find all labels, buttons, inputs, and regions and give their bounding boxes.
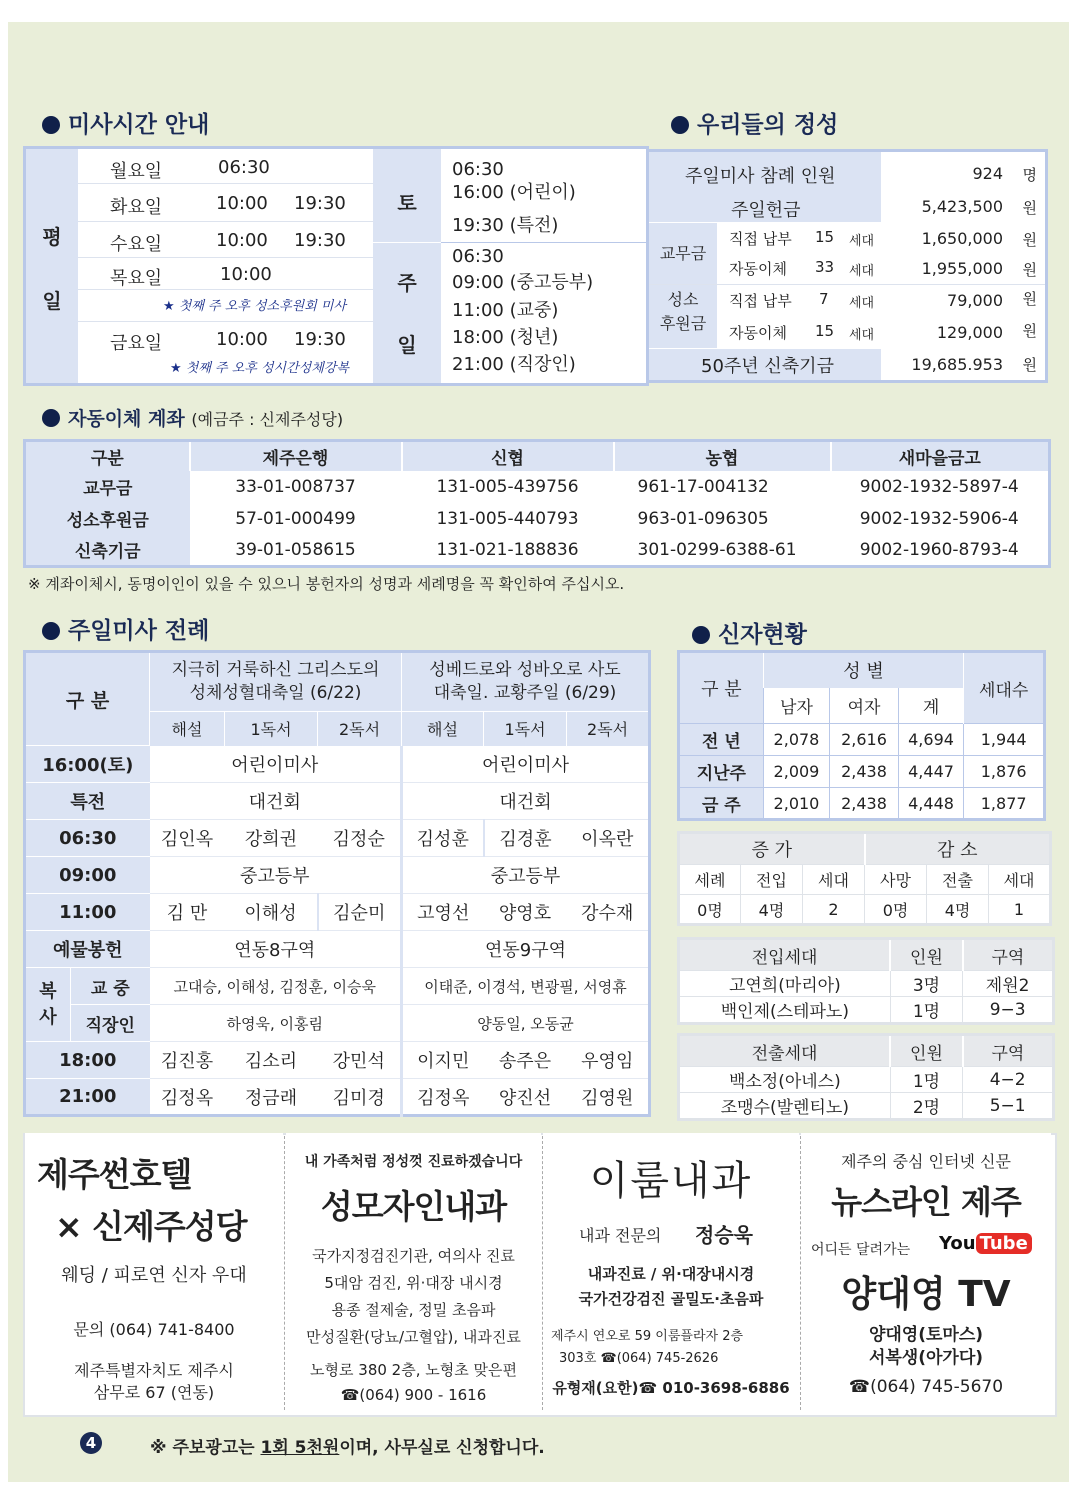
sun-time-3: 11:00 (교중) (452, 300, 559, 321)
ad-title: 성모자인내과 (320, 1187, 507, 1226)
ad-doctor: 정승욱 (695, 1223, 753, 1247)
households-header: 세대수 (964, 652, 1045, 724)
female-count: 2,616 (830, 724, 899, 756)
weekday-list (78, 149, 373, 383)
acc-number: 961-17-004132 (637, 476, 769, 497)
reader-name: 김순미 (318, 894, 402, 931)
reader-name: 김소리 (244, 1051, 298, 1072)
seongso-label-2: 후원금 (659, 314, 707, 333)
sat-time-1: 06:30 (452, 159, 504, 180)
moveout-count: 4명 (927, 895, 989, 925)
col-moveout: 전출 (927, 865, 989, 895)
feast-1 (150, 652, 402, 712)
seongso-count-2: 15 (815, 322, 835, 340)
gyomu-cu-1: 세대 (849, 234, 875, 249)
time-fri-1: 10:00 (216, 329, 268, 350)
seongso-count-1: 7 (819, 290, 829, 308)
ad-phone: ☎(064) 900 - 1616 (340, 1386, 487, 1404)
household-inc-count: 2 (803, 895, 865, 925)
seongso-label-1: 성소 (667, 290, 699, 309)
day-thu: 목요일 (110, 268, 163, 289)
gyomu-unit-1: 원 (1022, 231, 1037, 249)
liturgy-table (23, 650, 651, 1117)
ad-text: 어디든 달려가는 (811, 1242, 911, 1258)
acc-number: 9002-1960-8793-4 (859, 539, 1019, 560)
footer-text: 이며, 사무실로 신청합니다. (339, 1438, 545, 1458)
increase-header: 증 가 (751, 840, 792, 861)
ad-text: 내과 전문의 (579, 1226, 662, 1245)
acc-header-gubun: 구분 (90, 448, 124, 469)
ad-seongmo-clinic (286, 1133, 541, 1413)
person-name: 백소정(아네스) (728, 1072, 841, 1092)
row-value: 연동9구역 (402, 931, 650, 968)
ad-text: 만성질환(당뇨/고혈압), 내과진료 (306, 1328, 521, 1346)
acc-header-jeju: 제주은행 (190, 441, 402, 471)
baptism-count: 0명 (697, 900, 723, 920)
death-count: 0명 (865, 895, 927, 925)
sun-time-1: 06:30 (452, 246, 504, 267)
person-count: 3명 (890, 971, 963, 997)
row-label: 21:00 (25, 1079, 150, 1116)
row-label: 예물봉헌 (25, 931, 150, 968)
row-value: 중고등부 (239, 866, 310, 887)
movein-header: 전입세대 (751, 947, 818, 968)
movein-count: 4명 (741, 895, 803, 925)
acc-header-shinhyup: 신협 (402, 441, 614, 471)
time-tue-2: 19:30 (294, 193, 346, 214)
seongso-label (649, 288, 717, 336)
reader-name: 이해성 (244, 903, 297, 924)
seongso-value-1: 79,000 (947, 291, 1003, 310)
gyomu-count-2: 33 (815, 258, 835, 276)
acc-header-nonghyup: 농협 (614, 441, 831, 471)
gyomu-value-2: 1,955,000 (921, 259, 1003, 278)
sunday-label-2: 일 (397, 333, 417, 357)
seongso-unit-2: 원 (1022, 322, 1037, 340)
attendance-unit: 명 (1022, 166, 1037, 184)
person-name: 조맹수(발렌티노) (720, 1098, 849, 1118)
row-label: 교 중 (71, 968, 150, 1005)
seongso-value-2: 129,000 (936, 323, 1003, 342)
ad-text: 국가건강검진 골밀도·초음파 (578, 1290, 764, 1308)
reader-name: 김정옥 (402, 1079, 484, 1116)
reader-name: 김정옥 (160, 1087, 214, 1109)
bosa-label-2: 사 (39, 1006, 57, 1028)
liturgy-heading: 주일미사 전례 (42, 612, 209, 645)
gyomu-kind-1: 직접 납부 (729, 230, 792, 248)
reader-name: 김미경 (332, 1087, 385, 1109)
row-label: 16:00(토) (25, 746, 150, 783)
gyomu-label: 교무금 (659, 243, 707, 263)
believers-gubun: 구 분 (701, 679, 742, 700)
acc-number: 963-01-096305 (637, 508, 769, 529)
mass-heading: 미사시간 안내 (42, 106, 209, 139)
ad-address: 삼무로 67 (연동) (93, 1383, 215, 1402)
col-female: 여자 (830, 688, 899, 724)
bosa-label-1: 복 (39, 980, 57, 1002)
sunday-label-1: 주 (397, 271, 417, 295)
acc-number: 33-01-008737 (235, 476, 356, 497)
attendance-label: 주일미사 참례 인원 (685, 166, 836, 187)
reader-name: 김인옥 (160, 829, 214, 850)
district: 5−1 (963, 1093, 1054, 1120)
person-count: 1명 (890, 997, 963, 1024)
district-header: 구역 (963, 1035, 1054, 1067)
row-label: 특전 (25, 783, 150, 820)
reader-name: 고영선 (402, 894, 484, 931)
acc-header-saemaul: 새마을금고 (831, 441, 1050, 471)
row-label: 18:00 (25, 1042, 150, 1079)
household-count: 1,944 (964, 724, 1045, 756)
fund-unit: 원 (1022, 356, 1037, 374)
ad-phone: 303호 ☎(064) 745-2626 (559, 1351, 719, 1366)
reader-name: 김진홍 (160, 1051, 214, 1072)
note-first-week-2: ★ 첫째 주 오후 성시간성체강복 (170, 361, 349, 376)
feast-2-line2: 대축일. 교황주일 (6/29) (433, 683, 617, 703)
sat-time-2: 16:00 (어린이) (452, 182, 576, 203)
household-count: 1,876 (964, 756, 1045, 788)
gyomu-value-1: 1,650,000 (921, 229, 1003, 248)
reader-name: 강민석 (332, 1051, 385, 1072)
weekend-times (441, 149, 646, 383)
footer-notice (150, 1433, 545, 1458)
reader-name: 이옥란 (581, 829, 634, 850)
decrease-header: 감 소 (865, 833, 1051, 865)
ad-address: 노형로 380 2층, 노형초 맞은편 (310, 1361, 517, 1379)
gyomu-kind-2: 자동이체 (729, 260, 787, 278)
day-tue: 화요일 (110, 197, 163, 218)
reader-name: 정금래 (244, 1087, 298, 1109)
ad-services (286, 1243, 541, 1351)
household-dec-count: 1 (989, 895, 1051, 925)
attendance-value: 924 (972, 164, 1003, 183)
accounts-note: ※ 계좌이체시, 동명이인이 있을 수 있으니 봉헌자의 성명과 세례명을 꼭 확인하여 주십시오. (28, 575, 625, 593)
col-movein: 전입 (741, 865, 803, 895)
row-value: 중고등부 (402, 857, 650, 894)
note-first-week-1: ★ 첫째 주 오후 성소후원회 미사 (163, 299, 347, 314)
seongso-cu-2: 세대 (849, 328, 875, 343)
row-value: 연동8구역 (234, 940, 316, 961)
ad-phone: ☎(064) 745-5670 (848, 1377, 1004, 1397)
sub-reading2: 2독서 (318, 712, 402, 746)
accounts-heading: 자동이체 계좌 (예금주 : 신제주성당) (42, 404, 343, 431)
gender-header: 성 별 (763, 652, 964, 688)
col-total: 계 (898, 688, 964, 724)
female-count: 2,438 (830, 756, 899, 788)
col-death: 사망 (865, 865, 927, 895)
row-label: 직장인 (71, 1005, 150, 1042)
footer-text: ※ 주보광고는 (150, 1438, 261, 1458)
bullet-icon (671, 116, 689, 134)
feast-2-line1: 성베드로와 성바오로 사도 (429, 660, 621, 680)
accounts-table (23, 439, 1051, 568)
ad-text: 내과진료 / 위·대장내시경 (587, 1265, 755, 1283)
sub-commentary: 해설 (150, 712, 225, 746)
ad-text: 국가지정검진기관, 여의사 진료 (312, 1247, 515, 1265)
ad-tagline: 제주의 중심 인터넷 신문 (841, 1152, 1011, 1171)
acc-row-label: 신축기금 (25, 535, 190, 567)
day-fri: 금요일 (110, 333, 163, 354)
gyomu-cu-2: 세대 (849, 264, 875, 279)
altar-servers: 양동일, 오동균 (402, 1005, 650, 1042)
ad-title: 뉴스라인 제주 (831, 1183, 1021, 1221)
ad-phone: 문의 (064) 741-8400 (73, 1320, 235, 1339)
day-mon: 월요일 (110, 161, 163, 182)
day-wed: 수요일 (110, 234, 163, 255)
row-label: 11:00 (25, 894, 150, 931)
household-count: 1,877 (964, 788, 1045, 820)
col-household-dec: 세대 (989, 865, 1051, 895)
time-fri-2: 19:30 (294, 329, 346, 350)
reader-name: 이지민 (402, 1042, 484, 1079)
col-household-inc: 세대 (803, 865, 865, 895)
altar-servers: 이태준, 이경석, 변광필, 서영휴 (402, 968, 650, 1005)
ad-address: 제주특별자치도 제주시 (74, 1361, 234, 1380)
time-wed-1: 10:00 (216, 230, 268, 251)
sub-reading2: 2독서 (567, 712, 650, 746)
reader-name: 강수재 (581, 903, 634, 924)
change-table (677, 831, 1052, 926)
reader-name: 양진선 (498, 1087, 552, 1109)
reader-name: 김정순 (332, 829, 385, 850)
ad-newsline (801, 1133, 1051, 1413)
acc-number: 131-005-440793 (436, 508, 579, 529)
person-count: 1명 (890, 1067, 963, 1093)
fund-label: 50주년 신축기금 (701, 356, 834, 377)
ad-address: 제주시 연오로 59 이룸플라자 2층 (551, 1329, 744, 1344)
weekday-label-1: 평 (42, 225, 62, 249)
ad-title: 제주썬호텔 (37, 1155, 192, 1194)
seongso-cu-1: 세대 (849, 296, 875, 311)
ad-text: 웨딩 / 피로연 신자 우대 (61, 1265, 247, 1286)
page-number: 4 (80, 1432, 102, 1454)
col-baptism: 세례 (694, 871, 726, 890)
bullet-icon (42, 409, 60, 427)
total-count: 4,694 (898, 724, 964, 756)
bosa-label (25, 968, 71, 1042)
reader-name: 우영임 (581, 1051, 634, 1072)
feast-2 (402, 652, 650, 712)
total-count: 4,447 (898, 756, 964, 788)
sat-time-3: 19:30 (특전) (452, 215, 559, 236)
row-label: 06:30 (25, 820, 150, 857)
sun-time-4: 18:00 (청년) (452, 327, 559, 348)
bullet-icon (42, 116, 60, 134)
row-label: 09:00 (25, 857, 150, 894)
male-count: 2,009 (763, 756, 830, 788)
reader-name: 강희권 (244, 829, 298, 850)
collection-value: 5,423,500 (921, 197, 1003, 216)
movein-table (677, 937, 1055, 1025)
altar-servers: 고대승, 이해성, 김정훈, 이승욱 (173, 977, 377, 996)
ad-name: 양대영(토마스) (868, 1325, 984, 1345)
liturgy-gubun: 구 분 (65, 689, 110, 712)
feast-1-line2: 성체성혈대축일 (6/22) (189, 683, 362, 703)
sub-reading1: 1독서 (484, 712, 567, 746)
ad-sun-hotel (25, 1133, 283, 1413)
district: 제원2 (963, 971, 1054, 997)
moveout-header: 전출세대 (751, 1043, 818, 1064)
person-name: 백인제(스테파노) (720, 1002, 849, 1022)
gyomu-unit-2: 원 (1022, 261, 1037, 279)
acc-number: 131-021-188836 (436, 539, 579, 560)
sun-time-2: 09:00 (중고등부) (452, 272, 594, 293)
col-male: 남자 (763, 688, 830, 724)
mass-table (23, 146, 649, 386)
time-wed-2: 19:30 (294, 230, 346, 251)
believers-table (677, 650, 1046, 821)
youtube-logo-icon (939, 1233, 1032, 1254)
bullet-icon (692, 626, 710, 644)
time-mon-1: 06:30 (218, 157, 270, 178)
acc-row-label: 성소후원금 (25, 503, 190, 535)
acc-number: 301-0299-6388-61 (637, 539, 797, 560)
altar-servers: 하영욱, 이홍림 (226, 1014, 323, 1033)
row-label: 금 주 (679, 788, 764, 820)
district: 9−3 (963, 997, 1054, 1024)
count-header: 인원 (890, 1035, 963, 1067)
ad-name: 서복생(아가다) (868, 1348, 984, 1368)
feast-1-line1: 지극히 거룩하신 그리스도의 (171, 660, 380, 680)
reader-name: 양영호 (498, 903, 552, 924)
district: 4−2 (963, 1067, 1054, 1093)
sun-time-5: 21:00 (직장인) (452, 354, 576, 375)
person-count: 2명 (890, 1093, 963, 1120)
youtube-you: You (939, 1233, 976, 1254)
ad-tagline: 내 가족처럼 정성껏 진료하겠습니다 (304, 1154, 523, 1170)
offering-heading: 우리들의 정성 (671, 106, 838, 139)
time-tue-1: 10:00 (216, 193, 268, 214)
seongso-unit-1: 원 (1022, 290, 1037, 308)
sub-commentary: 해설 (402, 712, 484, 746)
reader-name: 송주은 (498, 1051, 552, 1072)
female-count: 2,438 (830, 788, 899, 820)
ad-title: 이룸내과 (589, 1158, 753, 1204)
row-value: 어린이미사 (402, 746, 650, 783)
seongso-kind-1: 직접 납부 (729, 292, 792, 310)
acc-number: 57-01-000499 (235, 508, 356, 529)
row-value: 대건회 (402, 783, 650, 820)
reader-name: 김경훈 (484, 820, 567, 857)
reader-name: 김 만 (166, 903, 208, 924)
youtube-tube: Tube (976, 1233, 1032, 1254)
acc-number: 131-005-439756 (436, 476, 579, 497)
ad-text: 5대암 검진, 위·대장 내시경 (324, 1274, 503, 1292)
bullet-icon (42, 622, 60, 640)
acc-row-label: 교무금 (25, 471, 190, 503)
acc-number: 39-01-058615 (235, 539, 356, 560)
row-label: 전 년 (679, 724, 764, 756)
time-thu-1: 10:00 (220, 264, 272, 285)
ad-subtitle: × 신제주성당 (55, 1207, 247, 1246)
gyomu-count-1: 15 (815, 228, 835, 246)
acc-number: 9002-1932-5906-4 (859, 508, 1019, 529)
ad-contact: 유형재(요한)☎ 010-3698-6886 (552, 1379, 790, 1397)
total-count: 4,448 (898, 788, 964, 820)
male-count: 2,010 (763, 788, 830, 820)
ad-channel: 양대영 TV (841, 1274, 1011, 1315)
collection-label: 주일헌금 (731, 200, 801, 221)
count-header: 인원 (890, 939, 963, 971)
reader-name: 김영원 (581, 1087, 634, 1109)
person-name: 고연희(마리아) (728, 976, 841, 996)
row-value: 대건회 (248, 792, 301, 813)
moveout-table (677, 1033, 1055, 1121)
ad-text: 용종 절제술, 정밀 초음파 (331, 1301, 496, 1319)
footer-price: 1회 5천원 (260, 1438, 340, 1458)
reader-name: 김성훈 (402, 820, 484, 857)
ad-irum-clinic (543, 1133, 799, 1413)
offering-table (646, 149, 1048, 383)
weekday-label-2: 일 (42, 289, 62, 313)
sub-reading1: 1독서 (225, 712, 318, 746)
male-count: 2,078 (763, 724, 830, 756)
fund-value: 19,685.953 (911, 355, 1003, 374)
accounts-holder: (예금주 : 신제주성당) (191, 410, 344, 429)
row-label: 지난주 (679, 756, 764, 788)
believers-heading: 신자현황 (692, 616, 807, 649)
row-value: 어린이미사 (231, 754, 319, 776)
saturday-label: 토 (397, 191, 417, 215)
collection-unit: 원 (1022, 199, 1037, 217)
district-header: 구역 (963, 939, 1054, 971)
acc-number: 9002-1932-5897-4 (859, 476, 1019, 497)
seongso-kind-2: 자동이체 (729, 324, 787, 342)
